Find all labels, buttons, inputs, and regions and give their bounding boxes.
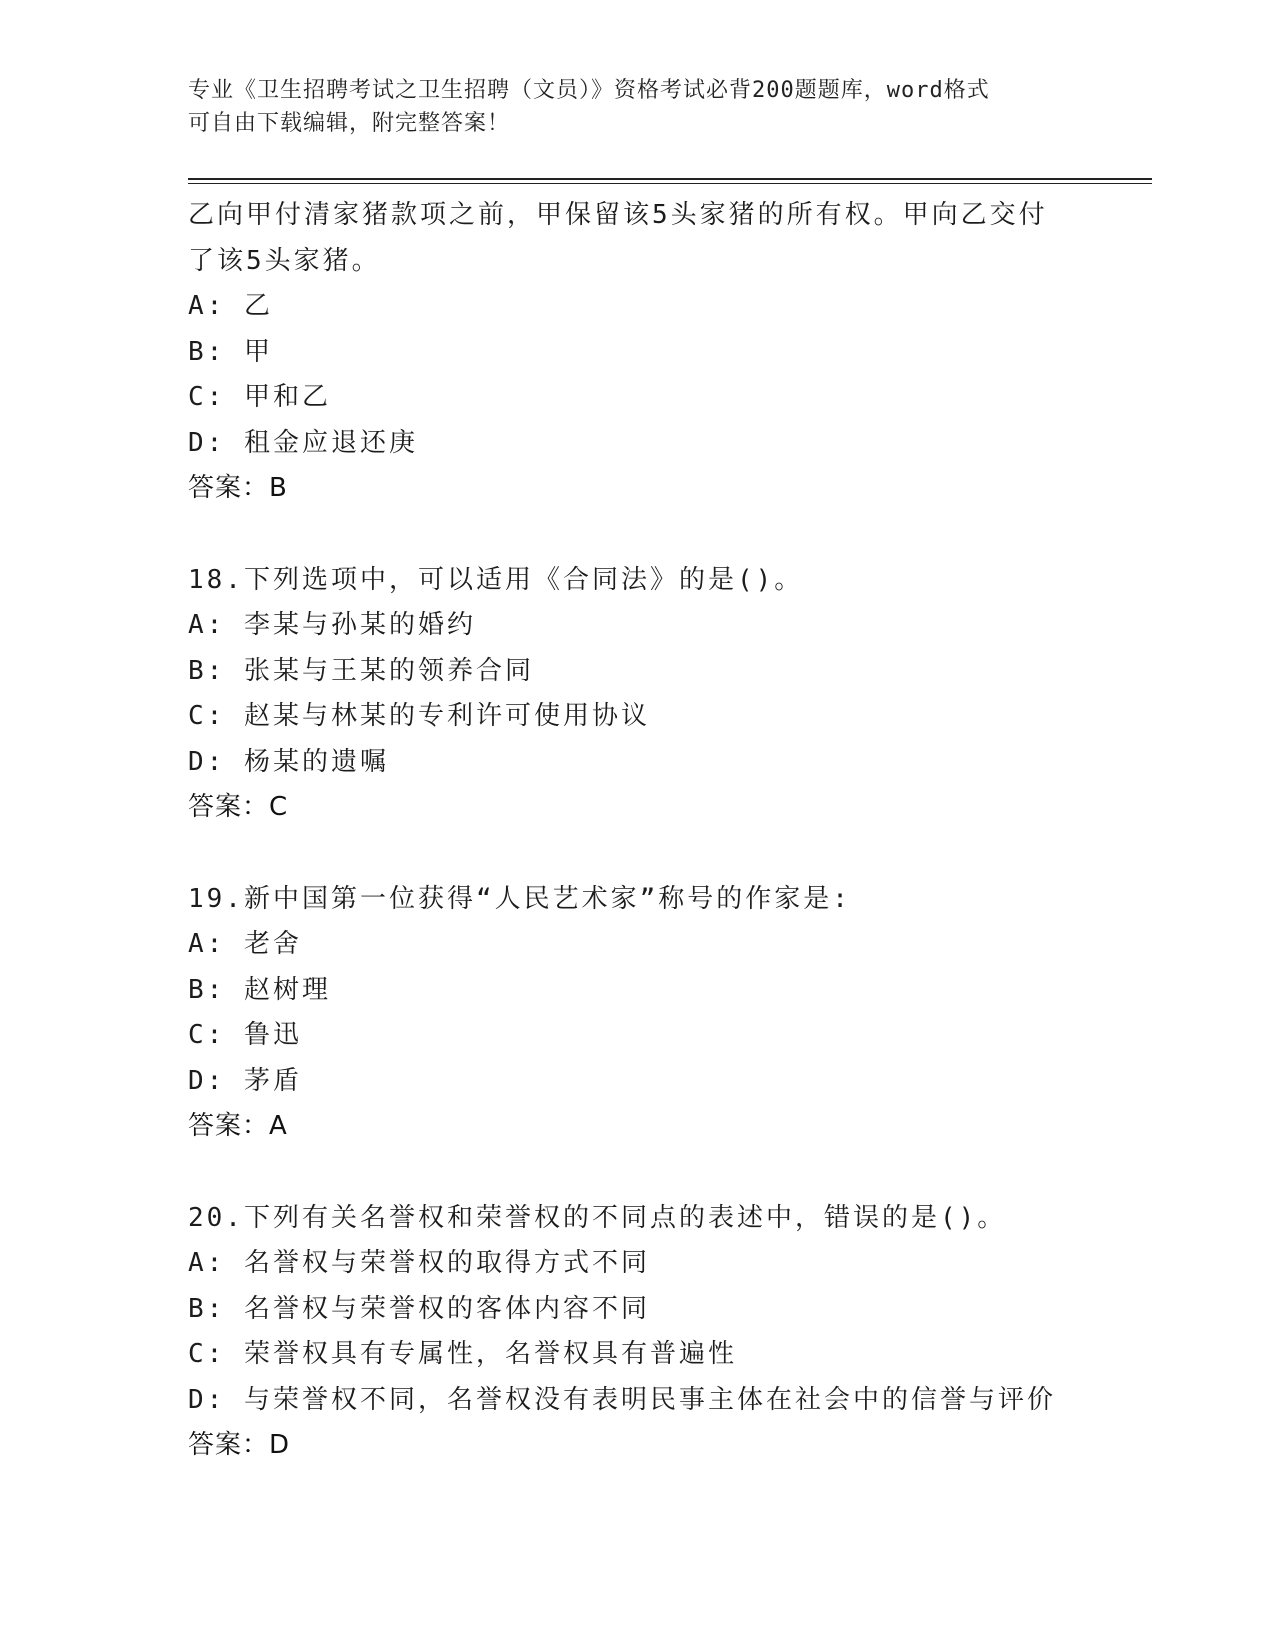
option-c: C: 荣誉权具有专属性，名誉权具有普遍性	[188, 1339, 737, 1369]
question-17-continued	[188, 193, 1118, 512]
answer-line: 答案：A	[188, 1111, 288, 1141]
option-a: A: 名誉权与荣誉权的取得方式不同	[188, 1248, 650, 1278]
option-d: D: 租金应退还庚	[188, 427, 418, 458]
header-title-line-2: 可自由下载编辑，附完整答案！	[188, 111, 511, 136]
option-c: C: 甲和乙	[188, 382, 331, 412]
option-b: B: 赵树理	[188, 974, 331, 1005]
option-b: B: 名誉权与荣誉权的客体内容不同	[188, 1293, 650, 1324]
option-b: B: 张某与王某的领养合同	[188, 655, 534, 686]
question-stem-line: 乙向甲付清家猪款项之前，甲保留该5头家猪的所有权。甲向乙交付	[188, 200, 1048, 230]
question-stem-line: 了该5头家猪。	[188, 245, 381, 276]
question-18	[188, 558, 1118, 831]
option-a: A: 李某与孙某的婚约	[188, 610, 476, 640]
question-stem: 20.下列有关名誉权和荣誉权的不同点的表述中，错误的是()。	[188, 1202, 1007, 1233]
question-20	[188, 1196, 1118, 1469]
header-divider-thick	[188, 178, 1152, 180]
spacer	[188, 831, 1118, 877]
option-a: A: 老舍	[188, 929, 302, 959]
option-a: A: 乙	[188, 291, 273, 321]
spacer	[188, 1150, 1118, 1196]
option-b: B: 甲	[188, 336, 273, 367]
question-stem: 19.新中国第一位获得“人民艺术家”称号的作家是:	[188, 883, 851, 914]
header-divider-thin	[188, 183, 1152, 184]
option-d: D: 杨某的遗嘱	[188, 746, 389, 777]
option-c: C: 鲁迅	[188, 1020, 302, 1050]
question-19	[188, 877, 1118, 1150]
header-title-line-1: 专业《卫生招聘考试之卫生招聘（文员）》资格考试必背200题题库，word格式	[188, 78, 990, 103]
question-stem: 18.下列选项中，可以适用《合同法》的是()。	[188, 564, 804, 595]
answer-line: 答案：D	[188, 1430, 291, 1460]
answer-line: 答案：B	[188, 473, 288, 503]
option-c: C: 赵某与林某的专利许可使用协议	[188, 701, 650, 731]
option-d: D: 与荣誉权不同，名誉权没有表明民事主体在社会中的信誉与评价	[188, 1384, 1056, 1415]
spacer	[188, 512, 1118, 558]
question-list	[188, 193, 1118, 1469]
answer-line: 答案：C	[188, 792, 289, 822]
document-header	[188, 74, 1088, 140]
option-d: D: 茅盾	[188, 1065, 302, 1096]
